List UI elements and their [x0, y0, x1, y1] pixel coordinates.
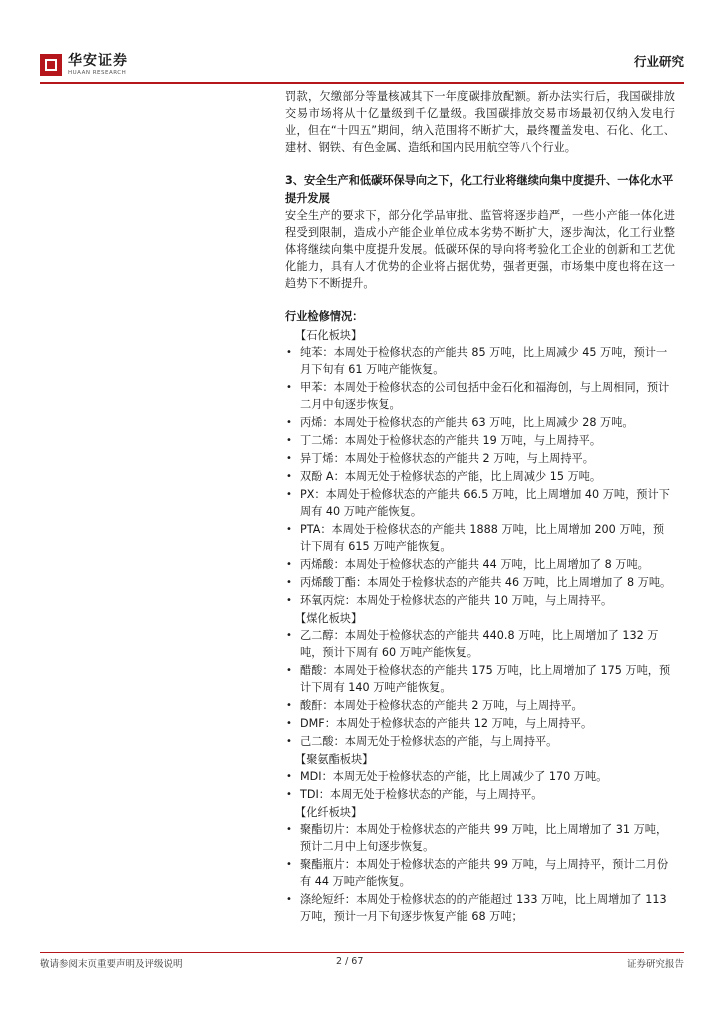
logo-chinese-name: 华安证券	[68, 53, 128, 69]
list-item	[285, 556, 675, 573]
list-item-text: 丙烯酸：本周处于检修状态的产能共 44 万吨，比上周增加了 8 万吨。	[300, 558, 649, 571]
list-item-text: 酸酐：本周处于检修状态的产能共 2 万吨，与上周持平。	[300, 699, 583, 712]
bullet-icon: •	[286, 453, 292, 464]
category-item-list	[285, 821, 675, 925]
bullet-icon: •	[286, 665, 292, 676]
list-item-text: MDI：本周无处于检修状态的产能，比上周减少了 170 万吨。	[300, 770, 608, 783]
company-logo	[40, 54, 128, 77]
list-item-text: DMF：本周处于检修状态的产能共 12 万吨，与上周持平。	[300, 717, 593, 730]
bullet-icon: •	[286, 771, 292, 782]
category-item-list	[285, 768, 675, 803]
list-item	[285, 768, 675, 785]
list-item-text: 涤纶短纤：本周处于检修状态的的产能超过 133 万吨，比上周增加了 113 万吨，预计一月下旬逐步恢复产能 68 万吨；	[300, 893, 667, 923]
list-item-text: 异丁烯：本周处于检修状态的产能共 2 万吨，与上周持平。	[300, 452, 594, 465]
list-item-text: 己二酸：本周无处于检修状态的产能，与上周持平。	[300, 735, 558, 748]
bullet-icon: •	[286, 435, 292, 446]
list-item-text: 聚酯瓶片：本周处于检修状态的产能共 99 万吨，与上周持平，预计二月份有 44 万吨产能恢复。	[300, 858, 669, 888]
list-item-text: PX：本周处于检修状态的产能共 66.5 万吨，比上周增加 40 万吨，预计下周有 40 万吨产能恢复。	[300, 488, 670, 518]
bullet-icon: •	[286, 718, 292, 729]
list-item-text: 甲苯：本周处于检修状态的公司包括中金石化和福海创，与上周相同，预计二月中旬逐步恢复。	[300, 381, 670, 411]
list-item-text: 丙烯酸丁酯：本周处于检修状态的产能共 46 万吨，比上周增加了 8 万吨。	[300, 576, 672, 589]
list-item	[285, 414, 675, 431]
list-item	[285, 697, 675, 714]
section-paragraph: 安全生产的要求下，部分化学品审批、监管将逐步趋严，一些小产能一体化进程受到限制，造成小产能企业单位成本劣势不断扩大，逐步淘汰，化工行业整体将继续向集中度提升发展。低碳环保的导向将考验化工企业的创新和工艺优化能力，具有人才优势的企业将占据优势，强者更强，市场集中度也将在这一趋势下不断提升。	[285, 209, 675, 290]
bullet-icon: •	[286, 894, 292, 905]
list-item-text: 醋酸：本周处于检修状态的产能共 175 万吨，比上周增加了 175 万吨，预计下周有 140 万吨产能恢复。	[300, 664, 671, 694]
list-item-text: TDI：本周无处于检修状态的产能，与上周持平。	[300, 788, 543, 801]
intro-paragraph: 罚款，欠缴部分等量核减其下一年度碳排放配额。新办法实行后，我国碳排放交易市场将从十亿量级到千亿量级。我国碳排放交易市场最初仅纳入发电行业，但在“十四五”期间，纳入范围将不断扩大，最终覆盖发电、石化、化工、建材、钢铁、有色金属、造纸和国内民用航空等八个行业。	[285, 90, 675, 154]
bullet-icon: •	[286, 630, 292, 641]
page-header	[40, 50, 684, 90]
bullet-icon: •	[286, 524, 292, 535]
list-item	[285, 486, 675, 520]
bullet-icon: •	[286, 824, 292, 835]
header-divider	[40, 82, 684, 84]
logo-mark-icon	[40, 54, 62, 76]
bullet-icon: •	[286, 595, 292, 606]
list-item	[285, 592, 675, 609]
list-item-text: PTA：本周处于检修状态的产能共 1888 万吨，比上周增加 200 万吨，预计下周有 615 万吨产能恢复。	[300, 523, 665, 553]
list-item-text: 双酚 A：本周无处于检修状态的产能，比上周减少 15 万吨。	[300, 470, 602, 483]
list-item	[285, 468, 675, 485]
section-heading: 3、安全生产和低碳环保导向之下，化工行业将继续向集中度提升、一体化水平提升发展	[285, 174, 674, 205]
page-number: 2 / 67	[336, 956, 364, 967]
list-item	[285, 733, 675, 750]
footer-disclaimer: 敬请参阅末页重要声明及评级说明	[40, 959, 183, 970]
list-item	[285, 821, 675, 855]
bullet-icon: •	[286, 382, 292, 393]
bullet-icon: •	[286, 347, 292, 358]
bullet-icon: •	[286, 859, 292, 870]
category-item-list	[285, 627, 675, 750]
list-item-text: 聚酯切片：本周处于检修状态的产能共 99 万吨，比上周增加了 31 万吨，预计二月中上旬逐步恢复。	[300, 823, 668, 853]
list-item	[285, 786, 675, 803]
list-item-text: 纯苯：本周处于检修状态的产能共 85 万吨，比上周减少 45 万吨，预计一月下旬有 61 万吨产能恢复。	[300, 346, 668, 376]
list-item-text: 环氧丙烷：本周处于检修状态的产能共 10 万吨，与上周持平。	[300, 594, 613, 607]
bullet-icon: •	[286, 489, 292, 500]
list-item	[285, 715, 675, 732]
footer-divider	[40, 952, 684, 953]
report-type-label: 行业研究	[633, 54, 684, 69]
list-item	[285, 521, 675, 555]
category-heading: 【石化板块】	[295, 329, 363, 342]
list-item	[285, 891, 675, 925]
bullet-icon: •	[286, 417, 292, 428]
bullet-icon: •	[286, 789, 292, 800]
category-heading: 【煤化板块】	[295, 612, 363, 625]
maintenance-heading: 行业检修情况：	[285, 310, 364, 323]
list-item	[285, 432, 675, 449]
list-item	[285, 627, 675, 661]
main-content	[285, 88, 675, 926]
list-item	[285, 856, 675, 890]
list-item-text: 乙二醇：本周处于检修状态的产能共 440.8 万吨，比上周增加了 132 万吨，预计下周有 60 万吨产能恢复。	[300, 629, 659, 659]
bullet-icon: •	[286, 471, 292, 482]
footer-report-label: 证券研究报告	[626, 959, 684, 970]
bullet-icon: •	[286, 736, 292, 747]
category-heading: 【化纤板块】	[295, 806, 363, 819]
list-item	[285, 574, 675, 591]
list-item-text: 丁二烯：本周处于检修状态的产能共 19 万吨，与上周持平。	[300, 434, 602, 447]
list-item	[285, 379, 675, 413]
bullet-icon: •	[286, 577, 292, 588]
bullet-icon: •	[286, 700, 292, 711]
list-item	[285, 662, 675, 696]
category-item-list	[285, 344, 675, 609]
category-heading: 【聚氨酯板块】	[295, 753, 374, 766]
list-item	[285, 450, 675, 467]
maintenance-list	[285, 327, 675, 925]
list-item-text: 丙烯：本周处于检修状态的产能共 63 万吨，比上周减少 28 万吨。	[300, 416, 634, 429]
logo-english-name: HUAAN RESEARCH	[68, 70, 127, 76]
list-item	[285, 344, 675, 378]
bullet-icon: •	[286, 559, 292, 570]
